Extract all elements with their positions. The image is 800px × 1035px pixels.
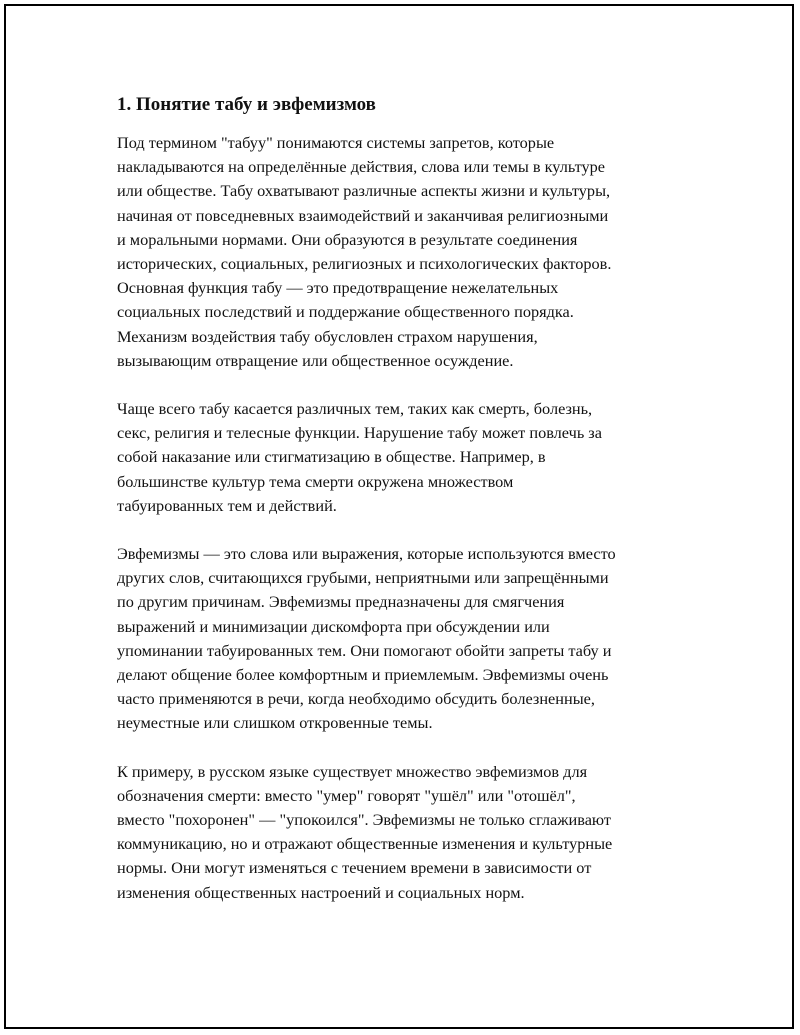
text-line: Под термином "табуу" понимаются системы запретов, которые — [117, 133, 555, 152]
text-line: Чаще всего табу касается различных тем, таких как смерть, болезнь, — [117, 399, 593, 419]
text-line: Эвфемизмы — это слова или выражения, которые используются вместо — [117, 544, 616, 564]
text-line: делают общение более комфортным и приемлемым. Эвфемизмы очень — [117, 665, 609, 685]
text-line: накладываются на определённые действия, слова или темы в культуре — [117, 157, 606, 177]
text-line: Механизм воздействия табу обусловлен страхом нарушения, — [117, 326, 538, 346]
text-line: нормы. Они могут изменяться с течением времени в зависимости от — [117, 858, 592, 878]
text-line: и моральными нормами. Они образуются в результате соединения — [117, 229, 578, 249]
text-line: табуированных тем и действий. — [117, 495, 337, 515]
text-line: К примеру, в русском языке существует множество эвфемизмов для — [117, 761, 588, 781]
text-line: неуместные или слишком откровенные темы. — [117, 713, 433, 733]
text-line: собой наказание или стигматизацию в обществе. Например, в — [117, 447, 546, 467]
text-line: выражений и минимизации дискомфорта при обсуждении или — [117, 616, 550, 636]
text-line: других слов, считающихся грубыми, неприятными или запрещёнными — [117, 568, 609, 588]
text-line: вместо "похоронен" — "упокоился". Эвфемизмы не только сглаживают — [117, 810, 611, 830]
paragraph-taboo-topics — [117, 397, 687, 518]
text-line: начиная от повседневных взаимодействий и заканчивая религиозными — [117, 205, 609, 225]
text-line: по другим причинам. Эвфемизмы предназначены для смягчения — [117, 592, 565, 612]
text-line: коммуникацию, но и отражают общественные изменения и культурные — [117, 834, 613, 854]
text-line: упоминании табуированных тем. Они помогают обойти запреты табу и — [117, 640, 612, 660]
text-line: большинстве культур тема смерти окружена множеством — [117, 471, 514, 491]
text-line: секс, религия и телесные функции. Нарушение табу может повлечь за — [117, 423, 602, 443]
text-line: обозначения смерти: вместо "умер" говорят "ушёл" или "отошёл", — [117, 785, 576, 805]
text-line: Основная функция табу — это предотвращение нежелательных — [117, 278, 559, 298]
text-line: или обществе. Табу охватывают различные аспекты жизни и культуры, — [117, 181, 611, 201]
paragraph-euphemism-examples — [117, 760, 687, 905]
section-title: 1. Понятие табу и эвфемизмов — [117, 94, 376, 115]
document-body — [117, 92, 687, 929]
paragraph-euphemism-definition — [117, 542, 687, 736]
text-line: часто применяются в речи, когда необходимо обсудить болезненные, — [117, 689, 595, 709]
text-line: исторических, социальных, религиозных и психологических факторов. — [117, 254, 612, 274]
paragraph-taboo-definition — [117, 131, 687, 373]
text-line: изменения общественных настроений и социальных норм. — [117, 882, 525, 902]
text-line: вызывающим отвращение или общественное осуждение. — [117, 350, 514, 370]
text-line: социальных последствий и поддержание общественного порядка. — [117, 302, 574, 322]
